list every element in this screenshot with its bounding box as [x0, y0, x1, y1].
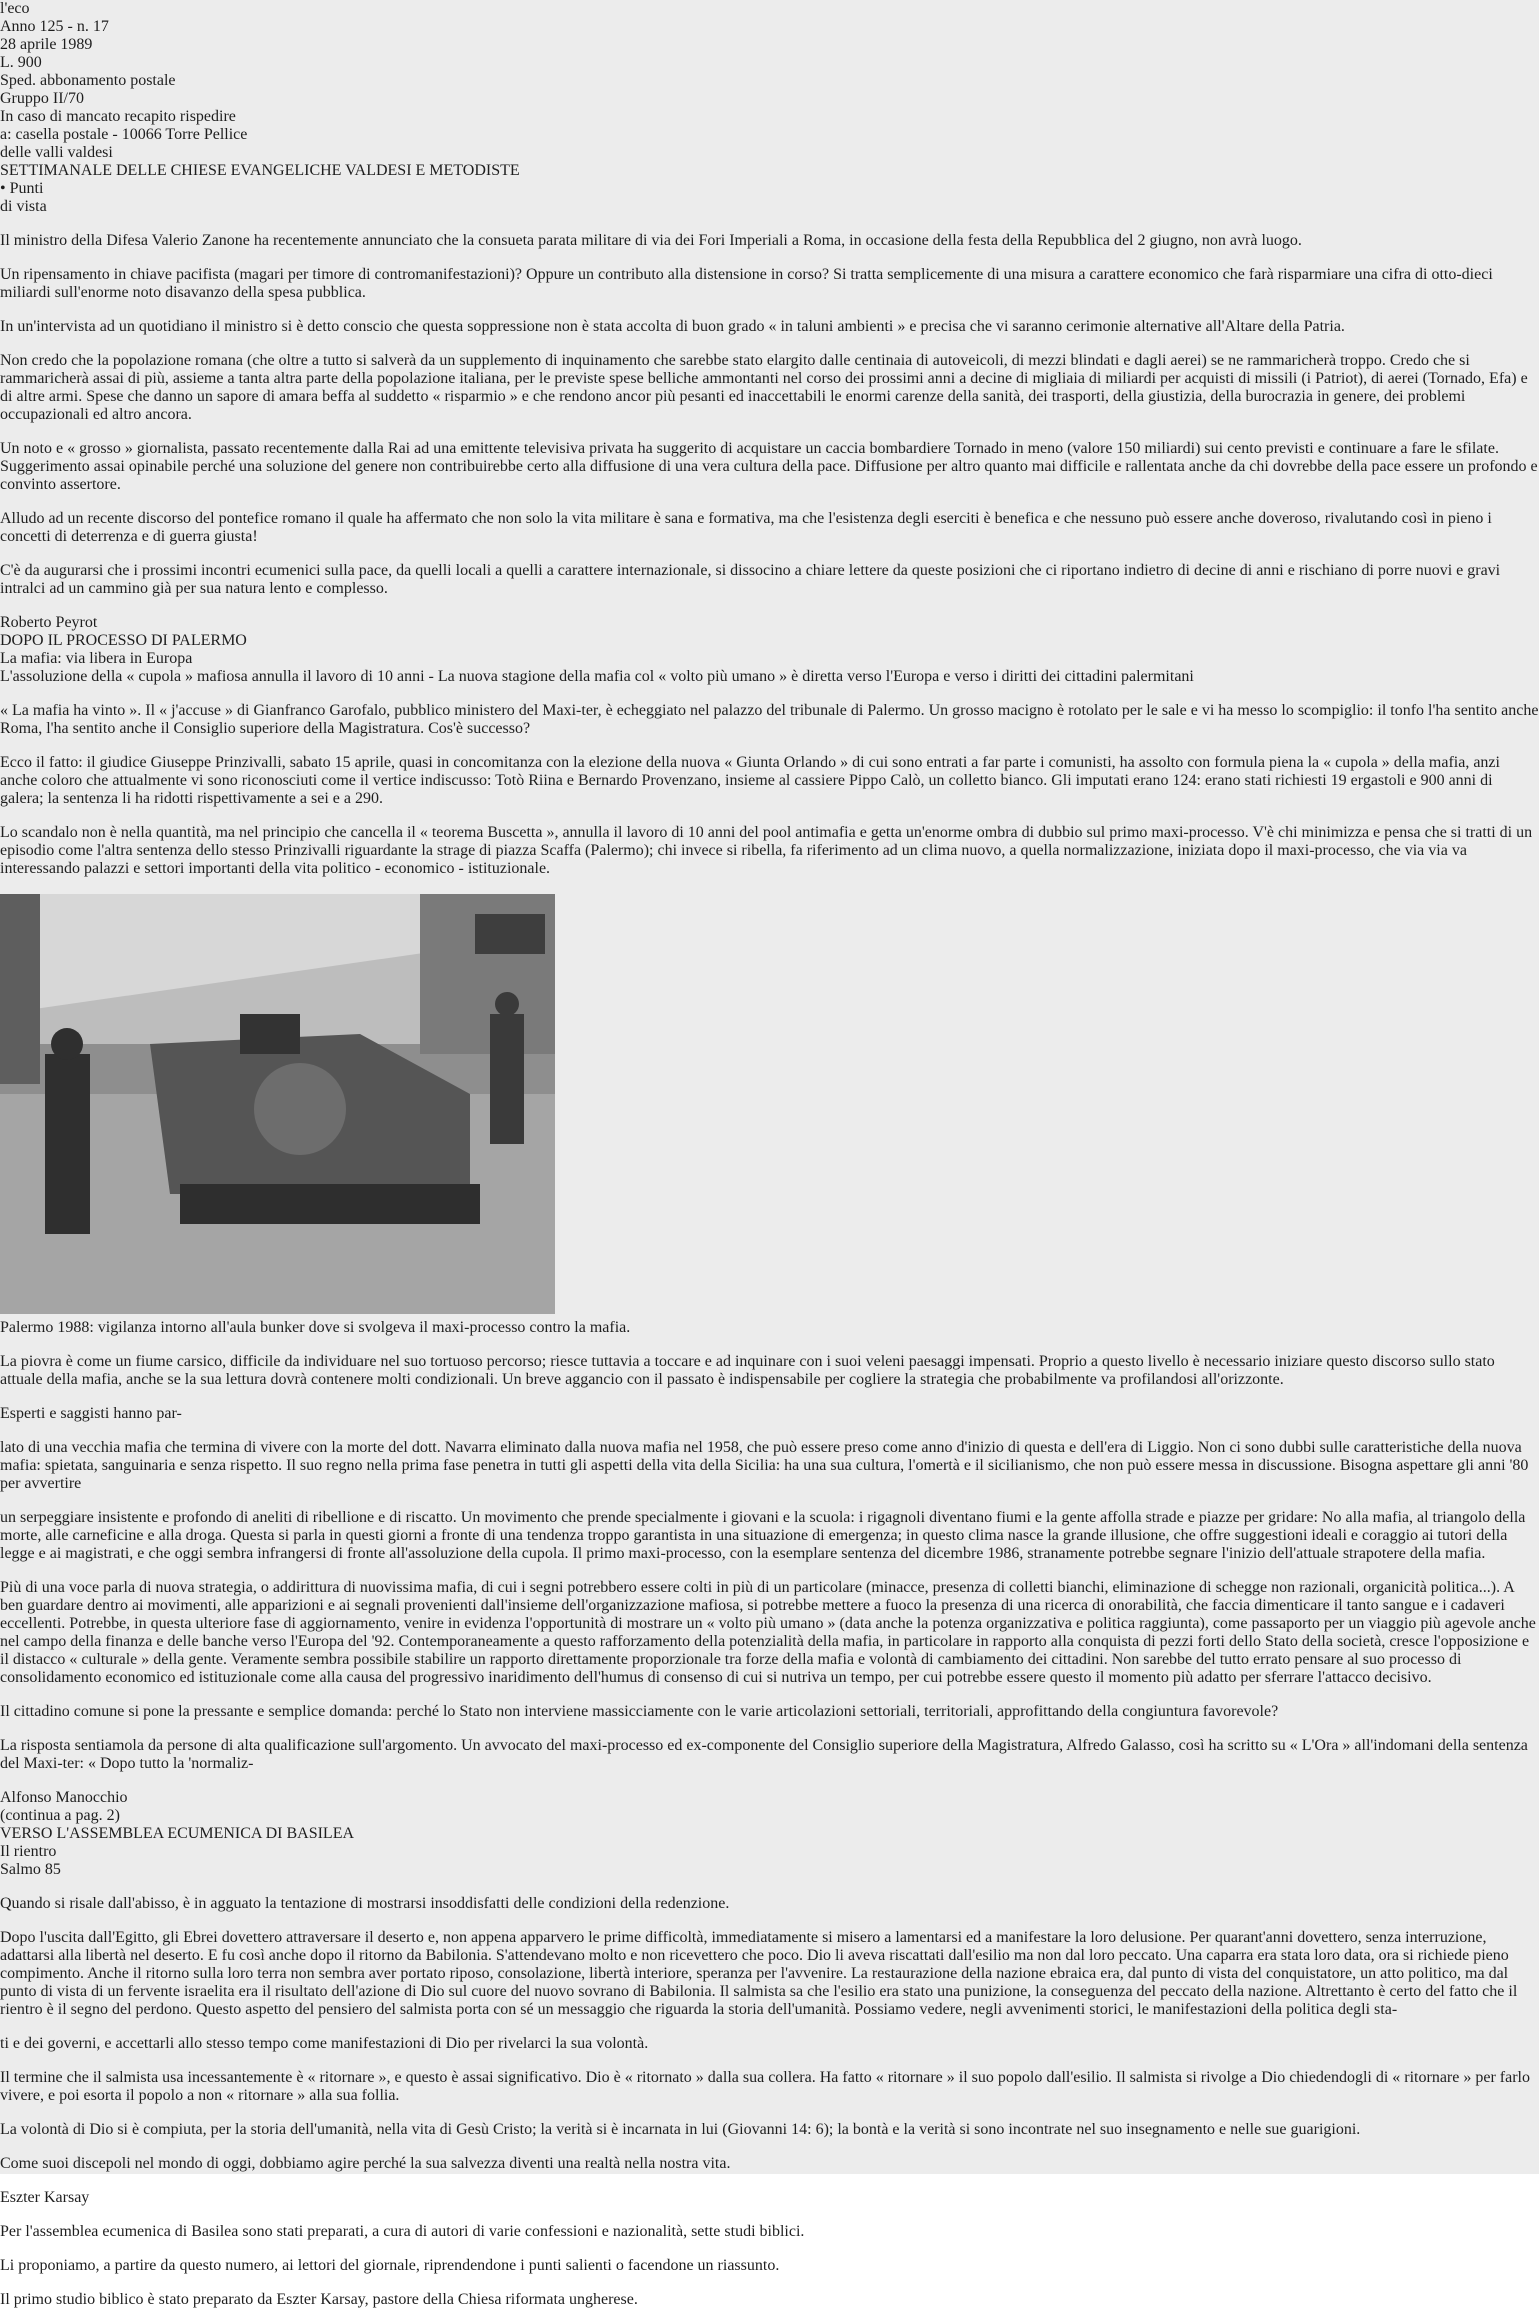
issue-info [0, 18, 1539, 144]
basilea-kicker: VERSO L'ASSEMBLEA ECUMENICA DI BASILEA [0, 1825, 355, 1842]
paragraph: La piovra è come un fiume carsico, difficile da individuare nel suo tortuoso percorso; riesce tuttavia a toccare e ad inquinare con i suoi veleni paesaggi impensati. Proprio a questo livello è necessario iniziare questo discorso sullo stato attuale della mafia, anche se la sua lettura dovrà contenere molti condizionali. Un breve aggancio con il passato è indispensabile per cogliere la strategia che probabilmente va profilandosi all'orizzonte. [0, 1353, 1495, 1388]
paragraph: Il ministro della Difesa Valerio Zanone ha recentemente annunciato che la consueta parata militare di via dei Fori Imperiali a Roma, in occasione della festa della Repubblica del 2 giugno, non avrà luogo. [0, 232, 1302, 249]
paragraph: Non credo che la popolazione romana (che oltre a tutto si salverà da un supplemento di inquinamento che sarebbe stato elargito dalle centinaia di autoveicoli, di mezzi blindati e dagli aerei) se ne rammaricherà troppo. Credo che si rammaricherà assai di più, assieme a tanta altra parte della popolazione italiana, per le previste spese belliche ammontanti nel corso dei prossimi anni a decine di migliaia di miliardi per acquisti di missili (i Patriot), di aerei (Tornado, Efa) e di altre armi. Spese che danno un sapore di amara beffa al suddetto « risparmio » e che rendono ancor più pesanti ed inaccettabili le enormi carenze della sanità, dei trasporti, della giustizia, della burocrazia in genere, dei problemi occupazionali ed altro ancora. [0, 352, 1528, 423]
mafia-kicker: DOPO IL PROCESSO DI PALERMO [0, 632, 247, 649]
masthead-logo: l'eco [0, 0, 30, 17]
mafia-subhead: L'assoluzione della « cupola » mafiosa annulla il lavoro di 10 anni - La nuova stagione della mafia col « volto più umano » è diretta verso l'Europa e verso i diritti dei cittadini palermitani [0, 668, 1194, 685]
note-paragraph: Li proponiamo, a partire da questo numero, ai lettori del giornale, riprendendone i punti salienti o facendone un riassunto. [0, 2257, 780, 2274]
postal-line: Sped. abbonamento postale [0, 72, 176, 89]
author-signature: Eszter Karsay [0, 2189, 90, 2206]
paragraph: Un noto e « grosso » giornalista, passato recentemente dalla Rai ad una emittente televisiva privata ha suggerito di acquistare un caccia bombardiere Tornado in meno (valore 150 miliardi) sui cento previsti e continuare a fare le sfilate. Suggerimento assai opinabile perché una soluzione del genere non contribuirebbe certo alla diffusione di una vera cultura della pace. Diffusione per altro quanto mai difficile e rallentata anche da chi dovrebbe della pace essere un profondo e convinto assertore. [0, 440, 1538, 493]
paragraph: C'è da augurarsi che i prossimi incontri ecumenici sulla pace, da quelli locali a quelli a carattere internazionale, si dissocino a chiare lettere da queste posizioni che ci riportano indietro di decine di anni e rischiano di porre nuovi e gravi intralci ad un cammino già per sua natura lento e complesso. [0, 562, 1501, 597]
note-paragraph: Per l'assemblea ecumenica di Basilea sono stati preparati, a cura di autori di varie confessioni e nazionalità, sette studi biblici. [0, 2223, 805, 2240]
paragraph: Il termine che il salmista usa incessantemente è « ritornare », e questo è assai significativo. Dio è « ritornato » dalla sua collera. Ha fatto « ritornare » il suo popolo dall'esilio. Il salmista si rivolge a Dio chiedendogli di « ritornare » per farlo vivere, e poi esorta il popolo a non « ritornare » alla sua follia. [0, 2069, 1530, 2104]
author-signature: Alfonso Manocchio [0, 1789, 128, 1806]
paragraph: Alludo ad un recente discorso del pontefice romano il quale ha affermato che non solo la vita militare è sana e formativa, ma che l'esistenza degli eserciti è benefica e che nessuno può essere anche doveroso, rivalutando così in pieno i concetti di deterrenza e di guerra giusta! [0, 510, 1492, 545]
masthead-tagline: SETTIMANALE DELLE CHIESE EVANGELICHE VALDESI E METODISTE [0, 162, 520, 179]
paragraph: La volontà di Dio si è compiuta, per la storia dell'umanità, nella vita di Gesù Cristo; la verità si è incarnata in lui (Giovanni 14: 6); la bontà e la verità si sono incontrate nel suo insegnamento e nelle sue guarigioni. [0, 2121, 1361, 2138]
paragraph: Più di una voce parla di nuova strategia, o addirittura di nuovissima mafia, di cui i segni potrebbero essere colti in più di un particolare (minacce, presenza di colletti bianchi, eliminazione di schegge non razionali, organicità politica...). A ben guardare dentro ai movimenti, alle apparizioni e ai segnali provenienti dall'insieme dell'organizzazione mafiosa, si potrebbe mettere a fuoco la presenza di una ricerca di onorabilità, che faccia dimenticare il tanto sangue e i cadaveri eccellenti. Potrebbe, in questa ulteriore fase di aggiornamento, venire in evidenza l'opportunità di mostrare un « volto più umano » (data anche la potenza organizzativa e politica raggiunta), come passaporto per un viaggio più agevole anche nel campo della finanza e delle banche verso l'Europa del '92. Contemporaneamente a questo rafforzamento della potenzialità della mafia, in particolare in rapporto alla conquista di pezzi forti dello Stato della società, cresce l'opposizione e il distacco « culturale » della gente. Veramente sembra possibile stabilire un rapporto direttamente proporzionale tra forze della mafia e volontà di cambiamento dei cittadini. Non sarebbe del tutto errato pensare al suo processo di consolidamento economico ed istituzionale come alla causa del progressivo inaridimento dell'humus di consenso di cui si nutriva un tempo, per cui potrebbe essere questo il momento più adatto per sferrare l'attacco decisivo. [0, 1579, 1536, 1686]
paragraph: lato di una vecchia mafia che termina di vivere con la morte del dott. Navarra eliminato dalla nuova mafia nel 1958, che può essere preso come anno d'inizio di questa e dell'era di Liggio. Non ci sono dubbi sulle caratteristiche della nuova mafia: spietata, sanguinaria e senza rispetto. Il suo regno nella prima fase penetra in tutti gli aspetti della vita della Sicilia: ha una sua cultura, l'omertà e il sicilianismo, che non può essere messa in discussione. Bisogna aspettare gli anni '80 per avvertire [0, 1439, 1529, 1492]
issue-price: L. 900 [0, 54, 42, 71]
salmo-label: Salmo 85 [0, 1861, 61, 1878]
punti-title-line2: di vista [0, 198, 47, 215]
postal-line: Gruppo II/70 [0, 90, 84, 107]
paragraph: ti e dei governi, e accettarli allo stesso tempo come manifestazioni di Dio per rivelarci la sua volontà. [0, 2035, 649, 2052]
author-signature: Roberto Peyrot [0, 614, 98, 631]
paragraph: Il cittadino comune si pone la pressante e semplice domanda: perché lo Stato non interviene massicciamente con le varie articolazioni settoriali, territoriali, approfittando della congiuntura favorevole? [0, 1703, 1279, 1720]
punti-title-line1: • Punti [0, 180, 44, 197]
editorial-note [0, 2223, 1539, 2309]
issue-number: Anno 125 - n. 17 [0, 18, 109, 35]
postal-line: In caso di mancato recapito rispedire [0, 108, 236, 125]
paragraph: Dopo l'uscita dall'Egitto, gli Ebrei dovettero attraversare il deserto e, non appena apparvero le prime difficoltà, immediatamente si misero a lamentarsi ed a manifestare la loro delusione. Per quarant'anni dovettero, senza interruzione, adattarsi alla libertà nel deserto. E fu così anche dopo il ritorno da Babilonia. S'attendevano molto e non ricevettero che poco. Dio li aveva riscattati dall'esilio ma non dal loro peccato. Una caparra era stata loro data, ora si richiede pieno compimento. Anche il ritorno sulla loro terra non sembra aver portato riposo, consolazione, libertà interiore, speranza per l'avvenire. La restaurazione della nazione ebraica era, dal punto di vista del conquistatore, un atto politico, ma dal punto di vista di un fervente israelita era il risultato dell'azione di Dio sul cuore del nuovo sovrano di Babilonia. Il salmista sa che l'esilio era stato una punizione, la conseguenza del peccato della nazione. Altrettanto è certo del fatto che il rientro è il segno del perdono. Questo aspetto del pensiero del salmista porta con sé un messaggio che riguarda la storia dell'umanità. Possiamo vedere, negli avvenimenti storici, le manifestazioni della politica degli sta- [0, 1929, 1518, 2018]
rientro-column-2 [0, 2035, 1539, 2309]
punti-di-vista-box [0, 180, 1539, 216]
photo-caption: Palermo 1988: vigilanza intorno all'aula bunker dove si svolgeva il maxi-processo contro la mafia. [0, 1319, 631, 1336]
mafia-column-2 [0, 1353, 1539, 1423]
mafia-column-1 [0, 702, 1539, 878]
paragraph: Quando si risale dall'abisso, è in agguato la tentazione di mostrarsi insoddisfatti delle condizioni della redenzione. [0, 1895, 730, 1912]
armored-vehicle-photo [0, 894, 1539, 1319]
rientro-column-1 [0, 1895, 1539, 2019]
continued-note: (continua a pag. 2) [0, 1807, 120, 1824]
paragraph: In un'intervista ad un quotidiano il ministro si è detto conscio che questa soppressione non è stata accolta di buon grado « in taluni ambienti » e precisa che vi saranno cerimonie alternative all'Altare della Patria. [0, 318, 1345, 335]
paragraph: Lo scandalo non è nella quantità, ma nel principio che cancella il « teorema Buscetta », annulla il lavoro di 10 anni del pool antimafia e getta un'enorme ombra di dubbio sul primo maxi-processo. V'è chi minimizza e pensa che si tratti di un episodio come l'altra sentenza dello stesso Prinzivalli riguardante la strage di piazza Scaffa (Palermo); chi invece si ribella, fa riferimento ad un clima nuovo, a quella normalizzazione, iniziata dopo il maxi-processo, che via via va interessando palazzi e settori importanti della vita politico - economico - istituzionale. [0, 824, 1533, 877]
paragraph: un serpeggiare insistente e profondo di aneliti di ribellione e di riscatto. Un movimento che prende specialmente i giovani e la scuola: i rigagnoli diventano fiumi e la gente affolla strade e piazze per gridare: No alla mafia, al triangolo della morte, alle carneficine e alla droga. Questa si parla in questi giorni a fronte di una tendenza troppo garantista in una situazione di emergenza; in questo clima nasce la grande illusione, che offre suggestioni ideali e coraggio ai tutori della legge e ai magistrati, e che oggi sembra infrangersi di fronte all'assoluzione della cupola. Il primo maxi-processo, con la esemplare sentenza del dicembre 1986, stranamente potrebbe segnare l'inizio dell'attuale strapotere della mafia. [0, 1509, 1526, 1562]
paragraph: « La mafia ha vinto ». Il « j'accuse » di Gianfranco Garofalo, pubblico ministero del Maxi-ter, è echeggiato nel palazzo del tribunale di Palermo. Un grosso macigno è rotolato per le sale e vi ha messo lo scompiglio: il tonfo l'ha sentito anche Roma, l'ha sentito anche il Consiglio superiore della Magistratura. Cos'è successo? [0, 702, 1539, 737]
rientro-title: Il rientro [0, 1843, 57, 1860]
paragraph: Ecco il fatto: il giudice Giuseppe Prinzivalli, sabato 15 aprile, quasi in concomitanza con la elezione della nuova « Giunta Orlando » di cui sono entrati a far parte i comunisti, ha assolto con formula piena la « cupola » della mafia, anzi anche coloro che attualmente vi sono riconosciuti come il vertice indiscusso: Totò Riina e Bernardo Provenzano, insieme al cassiere Pippo Calò, un colletto bianco. Gli imputati erano 124: erano stati richiesti 19 ergastoli e 900 anni di galera; la sentenza li ha ridotti rispettivamente a sei e a 290. [0, 754, 1500, 807]
mafia-headline: La mafia: via libera in Europa [0, 650, 193, 667]
paragraph: Come suoi discepoli nel mondo di oggi, dobbiamo agire perché la sua salvezza diventi una realtà nella nostra vita. [0, 2155, 731, 2172]
postal-line: a: casella postale - 10066 Torre Pellice [0, 126, 248, 143]
masthead-subtitle-logo: delle valli valdesi [0, 144, 113, 161]
paragraph: La risposta sentiamola da persone di alta qualificazione sull'argomento. Un avvocato del maxi-processo ed ex-componente del Consiglio superiore della Magistratura, Alfredo Galasso, così ha scritto su « L'Ora » all'indomani della sentenza del Maxi-ter: « Dopo tutto la 'normaliz- [0, 1737, 1528, 1772]
issue-date: 28 aprile 1989 [0, 36, 93, 53]
mafia-column-4 [0, 1509, 1539, 1825]
paragraph: Un ripensamento in chiave pacifista (magari per timore di contromanifestazioni)? Oppure un contributo alla distensione in corso? Si tratta semplicemente di una misura a carattere economico che farà risparmiare una cifra di otto-dieci miliardi sull'enorme noto disavanzo della spesa pubblica. [0, 266, 1493, 301]
mafia-column-3 [0, 1439, 1539, 1493]
note-paragraph: Il primo studio biblico è stato preparato da Eszter Karsay, pastore della Chiesa riformata ungherese. [0, 2291, 638, 2308]
punti-di-vista-column [0, 232, 1539, 632]
paragraph: Esperti e saggisti hanno par- [0, 1405, 182, 1422]
